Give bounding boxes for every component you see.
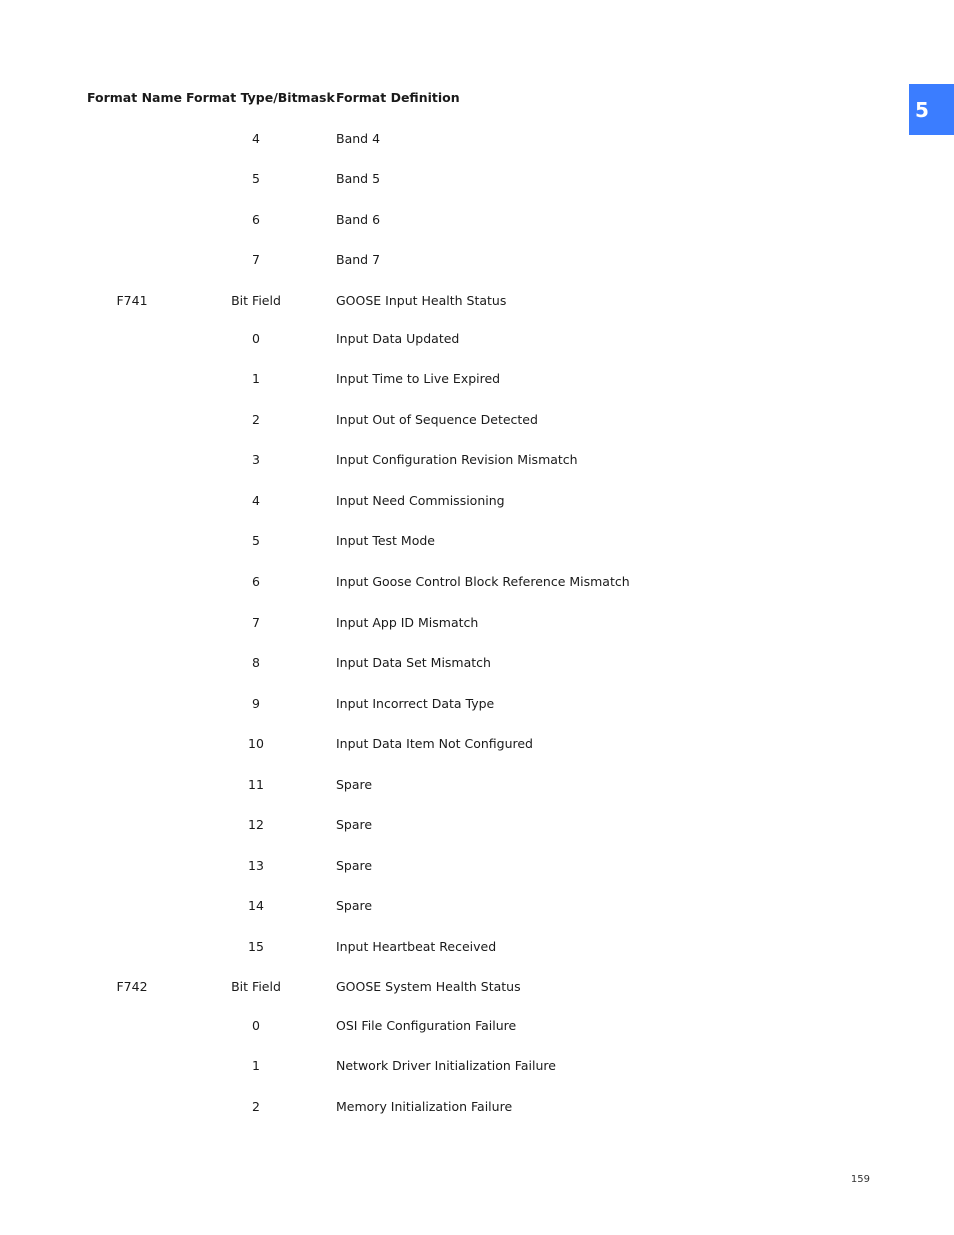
format-definition-cell: Input Data Updated: [336, 331, 460, 346]
format-definition-cell: GOOSE Input Health Status: [336, 293, 507, 308]
table-row: [0, 696, 954, 716]
format-type-cell: 7: [252, 615, 260, 630]
format-definition-cell: OSI File Configuration Failure: [336, 1018, 517, 1033]
format-definition-cell: Spare: [336, 898, 373, 913]
format-type-cell: 15: [248, 939, 264, 954]
page-number: 159: [850, 1174, 870, 1185]
format-type-cell: 9: [252, 696, 260, 711]
format-definition-cell: GOOSE System Health Status: [336, 979, 521, 994]
table-row: [0, 979, 954, 999]
format-type-cell: 2: [252, 412, 260, 427]
format-definition-cell: Input Test Mode: [336, 533, 435, 548]
format-definition-cell: Band 4: [336, 131, 381, 146]
format-name-cell: F741: [116, 293, 148, 308]
table-row: [0, 1018, 954, 1038]
table-header: [0, 90, 954, 110]
format-definition-cell: Input Configuration Revision Mismatch: [336, 452, 578, 467]
table-row: [0, 939, 954, 959]
table-row: [0, 493, 954, 513]
format-definition-cell: Spare: [336, 858, 373, 873]
table-row: [0, 171, 954, 191]
format-type-cell: 7: [252, 252, 260, 267]
table-row: [0, 452, 954, 472]
format-type-cell: Bit Field: [231, 293, 281, 308]
format-type-cell: Bit Field: [231, 979, 281, 994]
format-type-cell: 4: [252, 493, 260, 508]
table-row: [0, 412, 954, 432]
table-row: [0, 817, 954, 837]
format-definition-cell: Band 5: [336, 171, 381, 186]
header-format-type: Format Type/Bitmask: [186, 90, 335, 105]
format-definition-cell: Input App ID Mismatch: [336, 615, 479, 630]
table-row: [0, 293, 954, 313]
format-definition-cell: Input Need Commissioning: [336, 493, 505, 508]
format-type-cell: 8: [252, 655, 260, 670]
format-type-cell: 5: [252, 533, 260, 548]
header-format-definition: Format Definition: [336, 90, 460, 105]
format-type-cell: 14: [248, 898, 264, 913]
chapter-tab: 5: [909, 84, 954, 135]
format-type-cell: 1: [252, 1058, 260, 1073]
table-row: [0, 371, 954, 391]
format-definition-cell: Memory Initialization Failure: [336, 1099, 513, 1114]
format-type-cell: 6: [252, 574, 260, 589]
table-row: [0, 212, 954, 232]
table-row: [0, 331, 954, 351]
format-type-cell: 1: [252, 371, 260, 386]
table-row: [0, 252, 954, 272]
format-definition-cell: Band 6: [336, 212, 381, 227]
table-row: [0, 736, 954, 756]
table-row: [0, 533, 954, 553]
table-row: [0, 655, 954, 675]
format-type-cell: 10: [248, 736, 264, 751]
format-definition-cell: Input Out of Sequence Detected: [336, 412, 538, 427]
format-type-cell: 11: [248, 777, 264, 792]
format-definition-cell: Input Goose Control Block Reference Mismatch: [336, 574, 630, 589]
table-row: [0, 1058, 954, 1078]
format-type-cell: 12: [248, 817, 264, 832]
format-definition-cell: Spare: [336, 817, 373, 832]
format-definition-cell: Input Incorrect Data Type: [336, 696, 495, 711]
table-row: [0, 574, 954, 594]
format-definition-cell: Network Driver Initialization Failure: [336, 1058, 556, 1073]
format-type-cell: 13: [248, 858, 264, 873]
format-type-cell: 5: [252, 171, 260, 186]
table-row: [0, 615, 954, 635]
format-type-cell: 6: [252, 212, 260, 227]
format-type-cell: 0: [252, 331, 260, 346]
format-definition-cell: Input Data Item Not Configured: [336, 736, 533, 751]
format-definition-cell: Spare: [336, 777, 373, 792]
format-name-cell: F742: [116, 979, 148, 994]
format-type-cell: 2: [252, 1099, 260, 1114]
format-type-cell: 0: [252, 1018, 260, 1033]
table-row: [0, 777, 954, 797]
format-definition-cell: Input Data Set Mismatch: [336, 655, 491, 670]
format-definition-cell: Band 7: [336, 252, 381, 267]
header-format-name: Format Name: [87, 90, 182, 105]
format-definition-cell: Input Heartbeat Received: [336, 939, 497, 954]
format-type-cell: 3: [252, 452, 260, 467]
table-row: [0, 131, 954, 151]
format-definition-cell: Input Time to Live Expired: [336, 371, 501, 386]
format-type-cell: 4: [252, 131, 260, 146]
table-row: [0, 898, 954, 918]
table-row: [0, 1099, 954, 1119]
table-row: [0, 858, 954, 878]
